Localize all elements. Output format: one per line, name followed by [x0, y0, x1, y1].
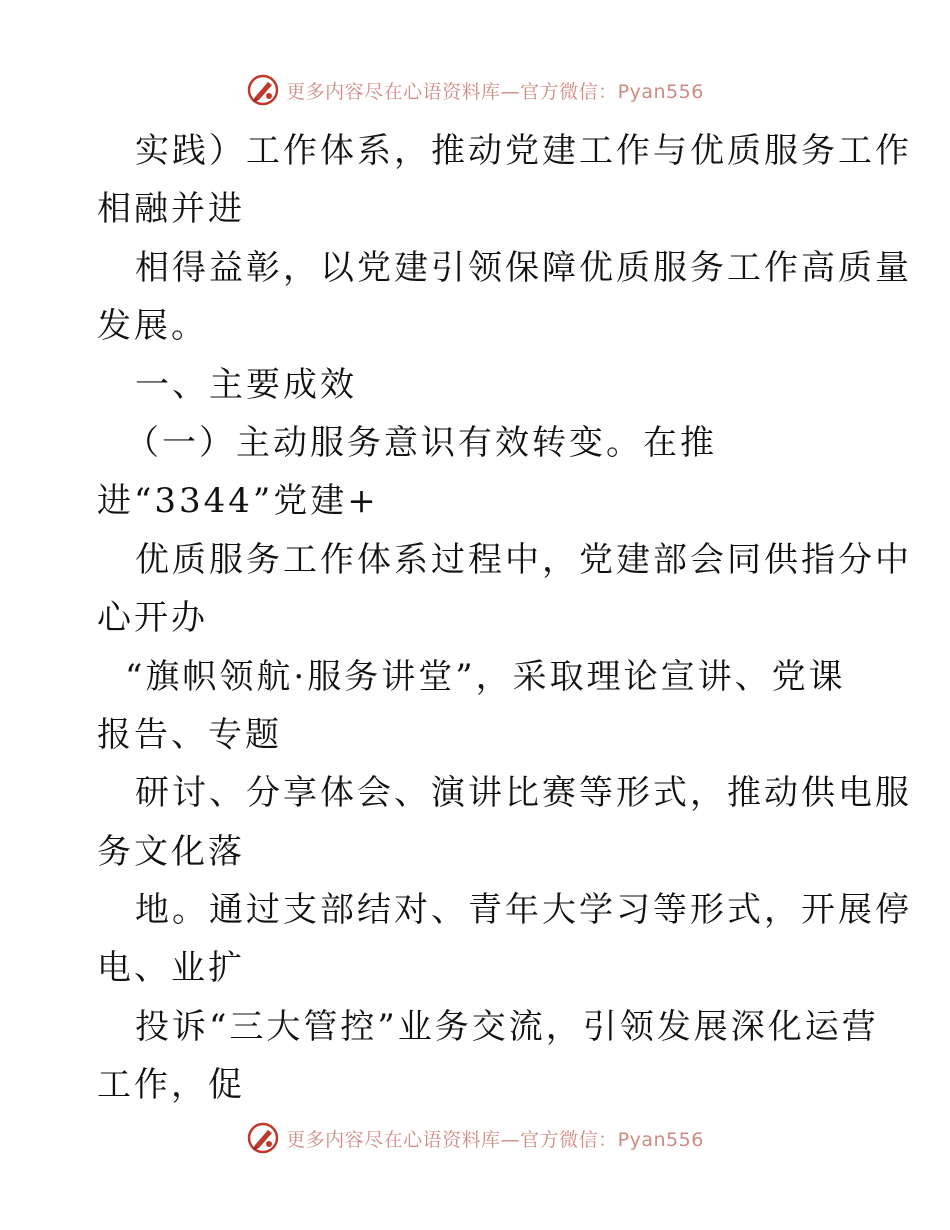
footer-watermark-text: 更多内容尽在心语资料库—官方微信：Pyan556	[286, 1128, 704, 1151]
text-line: 相融并进	[97, 189, 245, 230]
pen-seal-icon	[246, 73, 280, 107]
text-line: “旗帜领航·服务讲堂”，采取理论宣讲、党课	[125, 656, 846, 697]
header-watermark-text: 更多内容尽在心语资料库—官方微信：Pyan556	[286, 80, 704, 103]
text-line: 研讨、分享体会、演讲比赛等形式，推动供电服	[135, 773, 912, 814]
header-watermark	[0, 70, 950, 110]
footer-watermark	[0, 1118, 950, 1158]
text-line: 优质服务工作体系过程中，党建部会同供指分中	[135, 539, 912, 580]
text-line: 地。通过支部结对、青年大学习等形式，开展停	[135, 890, 912, 931]
text-line: 投诉“三大管控”业务交流，引领发展深化运营	[135, 1006, 879, 1047]
section-heading: 一、主要成效	[135, 364, 357, 405]
text-line: 电、业扩	[97, 948, 245, 989]
text-line: 报告、专题	[97, 714, 282, 755]
text-line: 发展。	[97, 306, 208, 347]
text-line: 务文化落	[97, 831, 245, 872]
text-line: 心开办	[97, 598, 208, 639]
text-line: 实践）工作体系，推动党建工作与优质服务工作	[135, 131, 912, 171]
subsection-heading: （一）主动服务意识有效转变。在推	[125, 422, 717, 463]
pen-seal-icon	[246, 1121, 280, 1155]
document-body	[97, 122, 912, 1115]
text-line: 工作，促	[97, 1065, 245, 1106]
text-line: 进“3344”党建+	[97, 481, 379, 522]
text-line: 相得益彰，以党建引领保障优质服务工作高质量	[135, 247, 912, 288]
